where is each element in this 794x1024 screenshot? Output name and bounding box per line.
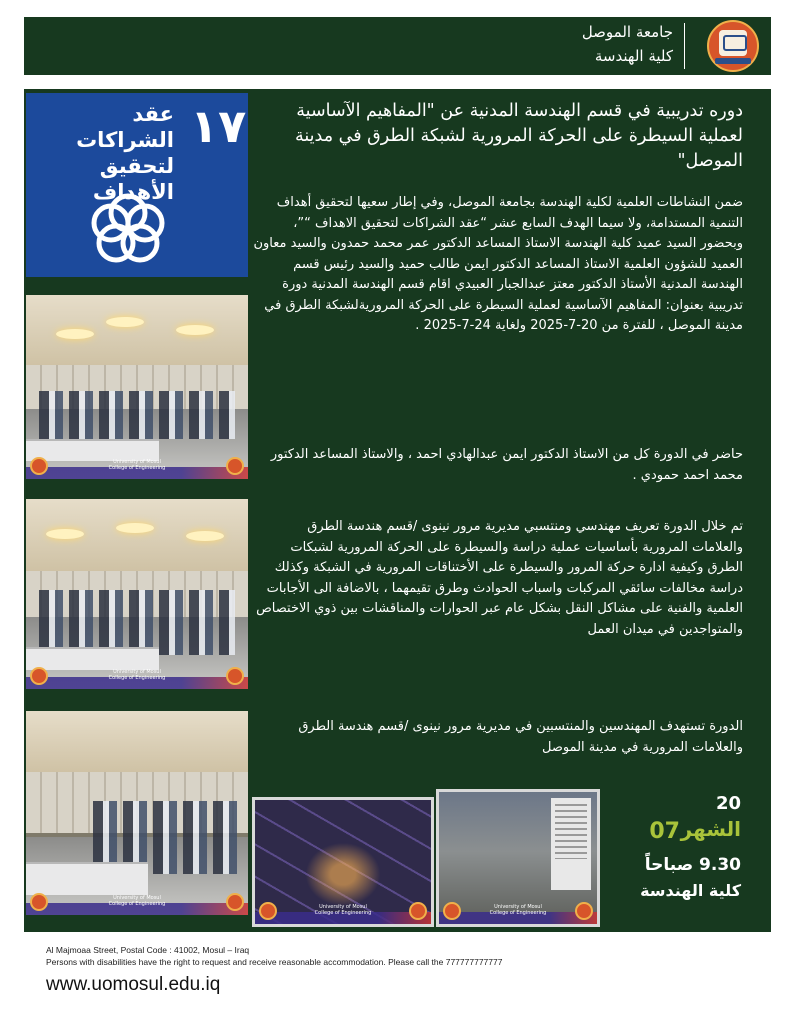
photo-watermark: University of Mosul College of Engineering	[108, 669, 166, 681]
watermark-logo-left	[259, 902, 277, 920]
sdg-17-tile	[26, 93, 248, 277]
event-month-label: الشهر	[680, 817, 741, 841]
footer-website-link[interactable]: www.uomosul.edu.iq	[46, 974, 221, 995]
event-time: 9.30 صباحاً	[644, 855, 741, 875]
projection-photo-interchange	[252, 797, 434, 927]
photo-watermark: University of Mosul College of Engineering	[489, 904, 547, 916]
university-name: جامعة الموصل	[581, 23, 673, 41]
classroom-photo-1	[26, 295, 248, 479]
sdg-number: ١٧	[190, 99, 247, 153]
article-paragraph-lecturers: حاضر في الدورة كل من الاستاذ الدكتور ايمن عبدالهادي احمد ، والاستاذ المساعد الدكتور محمد احمد حمودي .	[270, 447, 743, 483]
watermark-logo-right	[226, 667, 244, 685]
footer-address: Al Majmoaa Street, Postal Code : 41002, Mosul – Iraq	[46, 945, 250, 955]
logo-band	[715, 58, 751, 64]
footer-accessibility-note: Persons with disabilities have the right to request and receive reasonable accommodation. Please call the 777777777777	[46, 957, 503, 967]
watermark-logo-right	[226, 457, 244, 475]
watermark-logo-left	[30, 667, 48, 685]
article-paragraph-intro: ضمن النشاطات العلمية لكلية الهندسة بجامعة الموصل، وفي إطار سعيها لتحقيق أهداف التنمية المستدامة، ولا سيما الهدف السابع عشر “عقد الشراكات لتحقيق الاهداف “”، وبحضور السيد عميد كلية الهندسة الاستاذ المساعد الدكتور عمر محمد حمدون والسيد معاون العميد للشؤون العلمية الاستاذ المساعد الدكتور ايمن طالب حميد والسيد رئيس قسم الهندسة المدنية الأستاذ الدكتور معتز عبدالجبار العبيدي اقام قسم الهندسة المدنية دورة تدريبية بعنوان: المفاهيم الآساسية لعملية السيطرة على الحركة المروريةلشبكة الطرق في مدينة الموصل ، للفترة من 20-7-2025 ولغاية 24-7-2025 .	[253, 195, 743, 333]
watermark-logo-right	[575, 902, 593, 920]
article-paragraph-details: تم خلال الدورة تعريف مهندسي ومنتسبي مديرية مرور نينوى /قسم هندسة الطرق والعلامات المرورية بأساسيات عملية دراسة والسيطرة على الحركة المرورية لشبكات الطرق وكيفية ادارة حركة المرور والسيطرة على الأختناقات المرورية في الشبكة وكذلك دراسة مخالفات سائقي المركبات واسباب الحوادث وطرق تقيمهما ، بالاضافة الى الأجابات العلمية والفنية على مشاكل النقل بشكل عام عبر الحوارات والمناقشات بين ذوي الاختصاص والمتواجدين في ميدان العمل	[256, 519, 743, 637]
main-panel	[24, 89, 771, 932]
header-bar	[24, 17, 771, 75]
header-divider	[684, 23, 685, 69]
classroom-photo-2	[26, 499, 248, 689]
event-month-number: 07	[649, 819, 680, 844]
event-place: كلية الهندسة	[640, 881, 741, 900]
photo-watermark: University of Mosul College of Engineering	[314, 904, 372, 916]
article-paragraph-audience: الدورة تستهدف المهندسين والمنتسبين في مديرية مرور نينوى /قسم هندسة الطرق والعلامات المرورية في مدينة الموصل	[298, 719, 743, 755]
article-title: دوره تدريبية في قسم الهندسة المدنية عن "المفاهيم الآساسية لعملية السيطرة على الحركة المرورية لشبكة الطرق في مدينة الموصل"	[294, 101, 743, 171]
watermark-logo-right	[226, 893, 244, 911]
sdg-partnership-icon	[78, 189, 178, 269]
projection-photo-traffic	[436, 789, 600, 927]
watermark-logo-left	[30, 893, 48, 911]
photo-watermark: University of Mosul College of Engineering	[108, 895, 166, 907]
watermark-logo-left	[30, 457, 48, 475]
logo-emblem	[719, 30, 747, 56]
photo-watermark: University of Mosul College of Engineering	[108, 459, 166, 471]
university-logo	[707, 20, 759, 72]
watermark-logo-left	[443, 902, 461, 920]
event-day: 20	[715, 793, 741, 814]
faculty-name: كلية الهندسة	[594, 47, 673, 65]
classroom-photo-3	[26, 711, 248, 915]
sdg-title: عقد الشراكات لتحقيق الأهداف	[76, 102, 174, 204]
watermark-logo-right	[409, 902, 427, 920]
